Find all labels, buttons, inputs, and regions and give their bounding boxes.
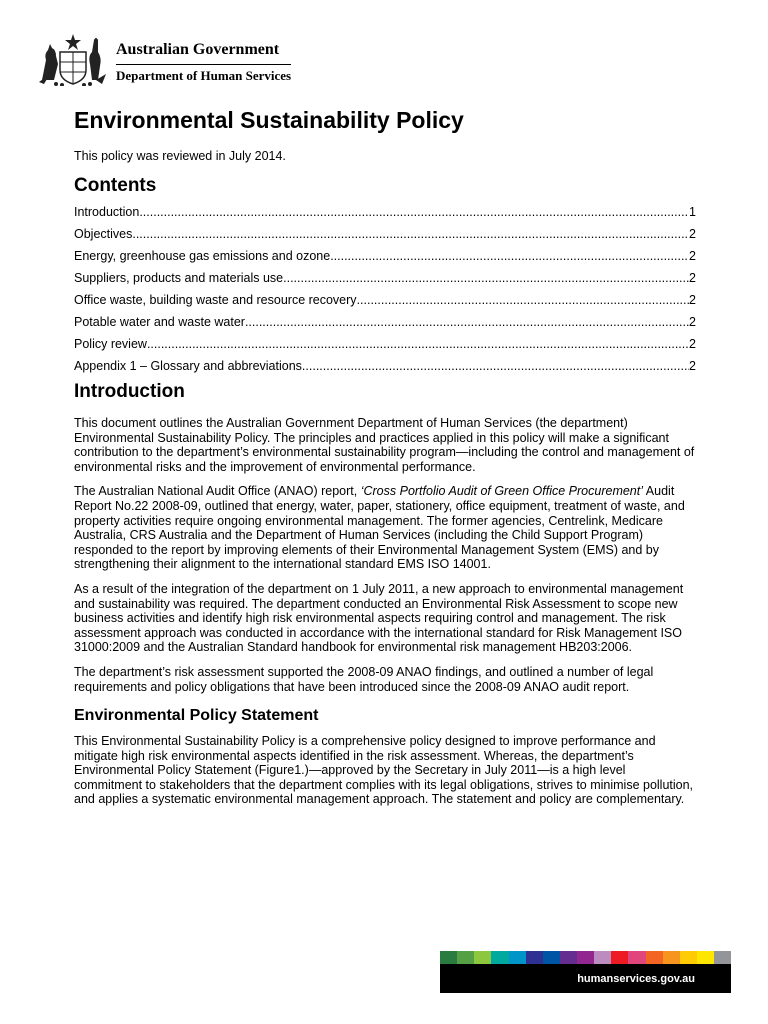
toc-item[interactable]: Introduction ..... 1 [74, 204, 696, 226]
color-swatch [526, 951, 543, 964]
footer-url-bar [440, 964, 731, 993]
color-swatch [611, 951, 628, 964]
toc-item[interactable]: Objectives ..... 2 [74, 226, 696, 248]
color-swatch [680, 951, 697, 964]
color-swatch [457, 951, 474, 964]
introduction-paragraph-3: As a result of the integration of the department on 1 July 2011, a new approach to environmental management and sustainability was required. The department conducted an Environmental Risk Assessment to scope new business activities and identify high risk environmental aspects requiring control and management. The risk assessment approach was conducted in accordance with the international standard for Risk Management ISO 31000:2009 and the Australian Standard handbook for environmental risk management HB203:2006. [74, 581, 684, 655]
page-title: Environmental Sustainability Policy [74, 107, 464, 133]
coat-of-arms-logo [36, 30, 110, 86]
color-swatch [543, 951, 560, 964]
government-name: Australian Government [116, 41, 280, 58]
color-swatch [628, 951, 645, 964]
toc-item[interactable]: Policy review ..... 2 [74, 336, 696, 358]
color-swatch [509, 951, 526, 964]
introduction-paragraph-1: This document outlines the Australian Government Department of Human Services (the department) Environmental Sustainability Policy. The principles and practices applied in this policy will make a significant contribution to the department’s environmental sustainability program—including the control and management of environmental risks and the improvement of environmental performance. [74, 416, 695, 474]
header [36, 30, 356, 86]
color-swatch [714, 951, 731, 964]
document-body [74, 104, 696, 817]
government-wordmark [116, 40, 291, 85]
policy-statement-heading: Environmental Policy Statement [74, 707, 319, 725]
department-name: Department of Human Services [116, 64, 291, 85]
color-swatch [577, 951, 594, 964]
color-swatch [474, 951, 491, 964]
toc-item[interactable]: Energy, greenhouse gas emissions and ozone ..... 2 [74, 248, 696, 270]
color-strip [440, 951, 731, 964]
footer-branding [440, 951, 731, 993]
color-swatch [646, 951, 663, 964]
toc-item[interactable]: Office waste, building waste and resource recovery ..... 2 [74, 292, 696, 314]
color-swatch [697, 951, 714, 964]
anao-report-title: ‘Cross Portfolio Audit of Green Office Procurement’ [360, 484, 644, 499]
color-swatch [491, 951, 508, 964]
color-swatch [663, 951, 680, 964]
introduction-paragraph-2: The Australian National Audit Office (ANAO) report, ‘Cross Portfolio Audit of Green Office Procurement’ Audit Report No.22 2008-09, outlined that energy, water, paper, stationery, office equipment, treatment of waste, and property activities require ongoing environmental management. The former agencies, Centrelink, Medicare Australia, CRS Australia and the Department of Human Services (including the Child Support Program) responded to the report by improving elements of their Environmental Management System (EMS) and by strengthening their alignment to the international standard EMS ISO 14001. [74, 484, 685, 572]
contents-heading: Contents [74, 175, 157, 196]
table-of-contents [74, 204, 696, 380]
toc-item[interactable]: Appendix 1 – Glossary and abbreviations ..... 2 [74, 358, 696, 380]
color-swatch [440, 951, 457, 964]
review-note: This policy was reviewed in July 2014. [74, 149, 286, 163]
color-swatch [560, 951, 577, 964]
toc-item[interactable]: Potable water and waste water ..... 2 [74, 314, 696, 336]
color-swatch [594, 951, 611, 964]
introduction-paragraph-4: The department’s risk assessment supported the 2008-09 ANAO findings, and outlined a number of legal requirements and policy obligations that have been introduced since the 2008-09 ANAO audit report. [74, 664, 654, 694]
toc-item[interactable]: Suppliers, products and materials use ..... 2 [74, 270, 696, 292]
footer-url[interactable]: humanservices.gov.au [577, 972, 695, 985]
introduction-heading: Introduction [74, 381, 185, 402]
policy-statement-paragraph: This Environmental Sustainability Policy is a comprehensive policy designed to improve performance and mitigate high risk environmental aspects identified in the risk assessment. Whereas, the department’s Environmental Policy Statement (Figure1.)—approved by the Secretary in July 2011—is a high level commitment to stakeholders that the department complies with its legal obligations, strives to minimise pollution, and applies a systematic environmental management approach. The statement and policy are complementary. [74, 734, 694, 807]
